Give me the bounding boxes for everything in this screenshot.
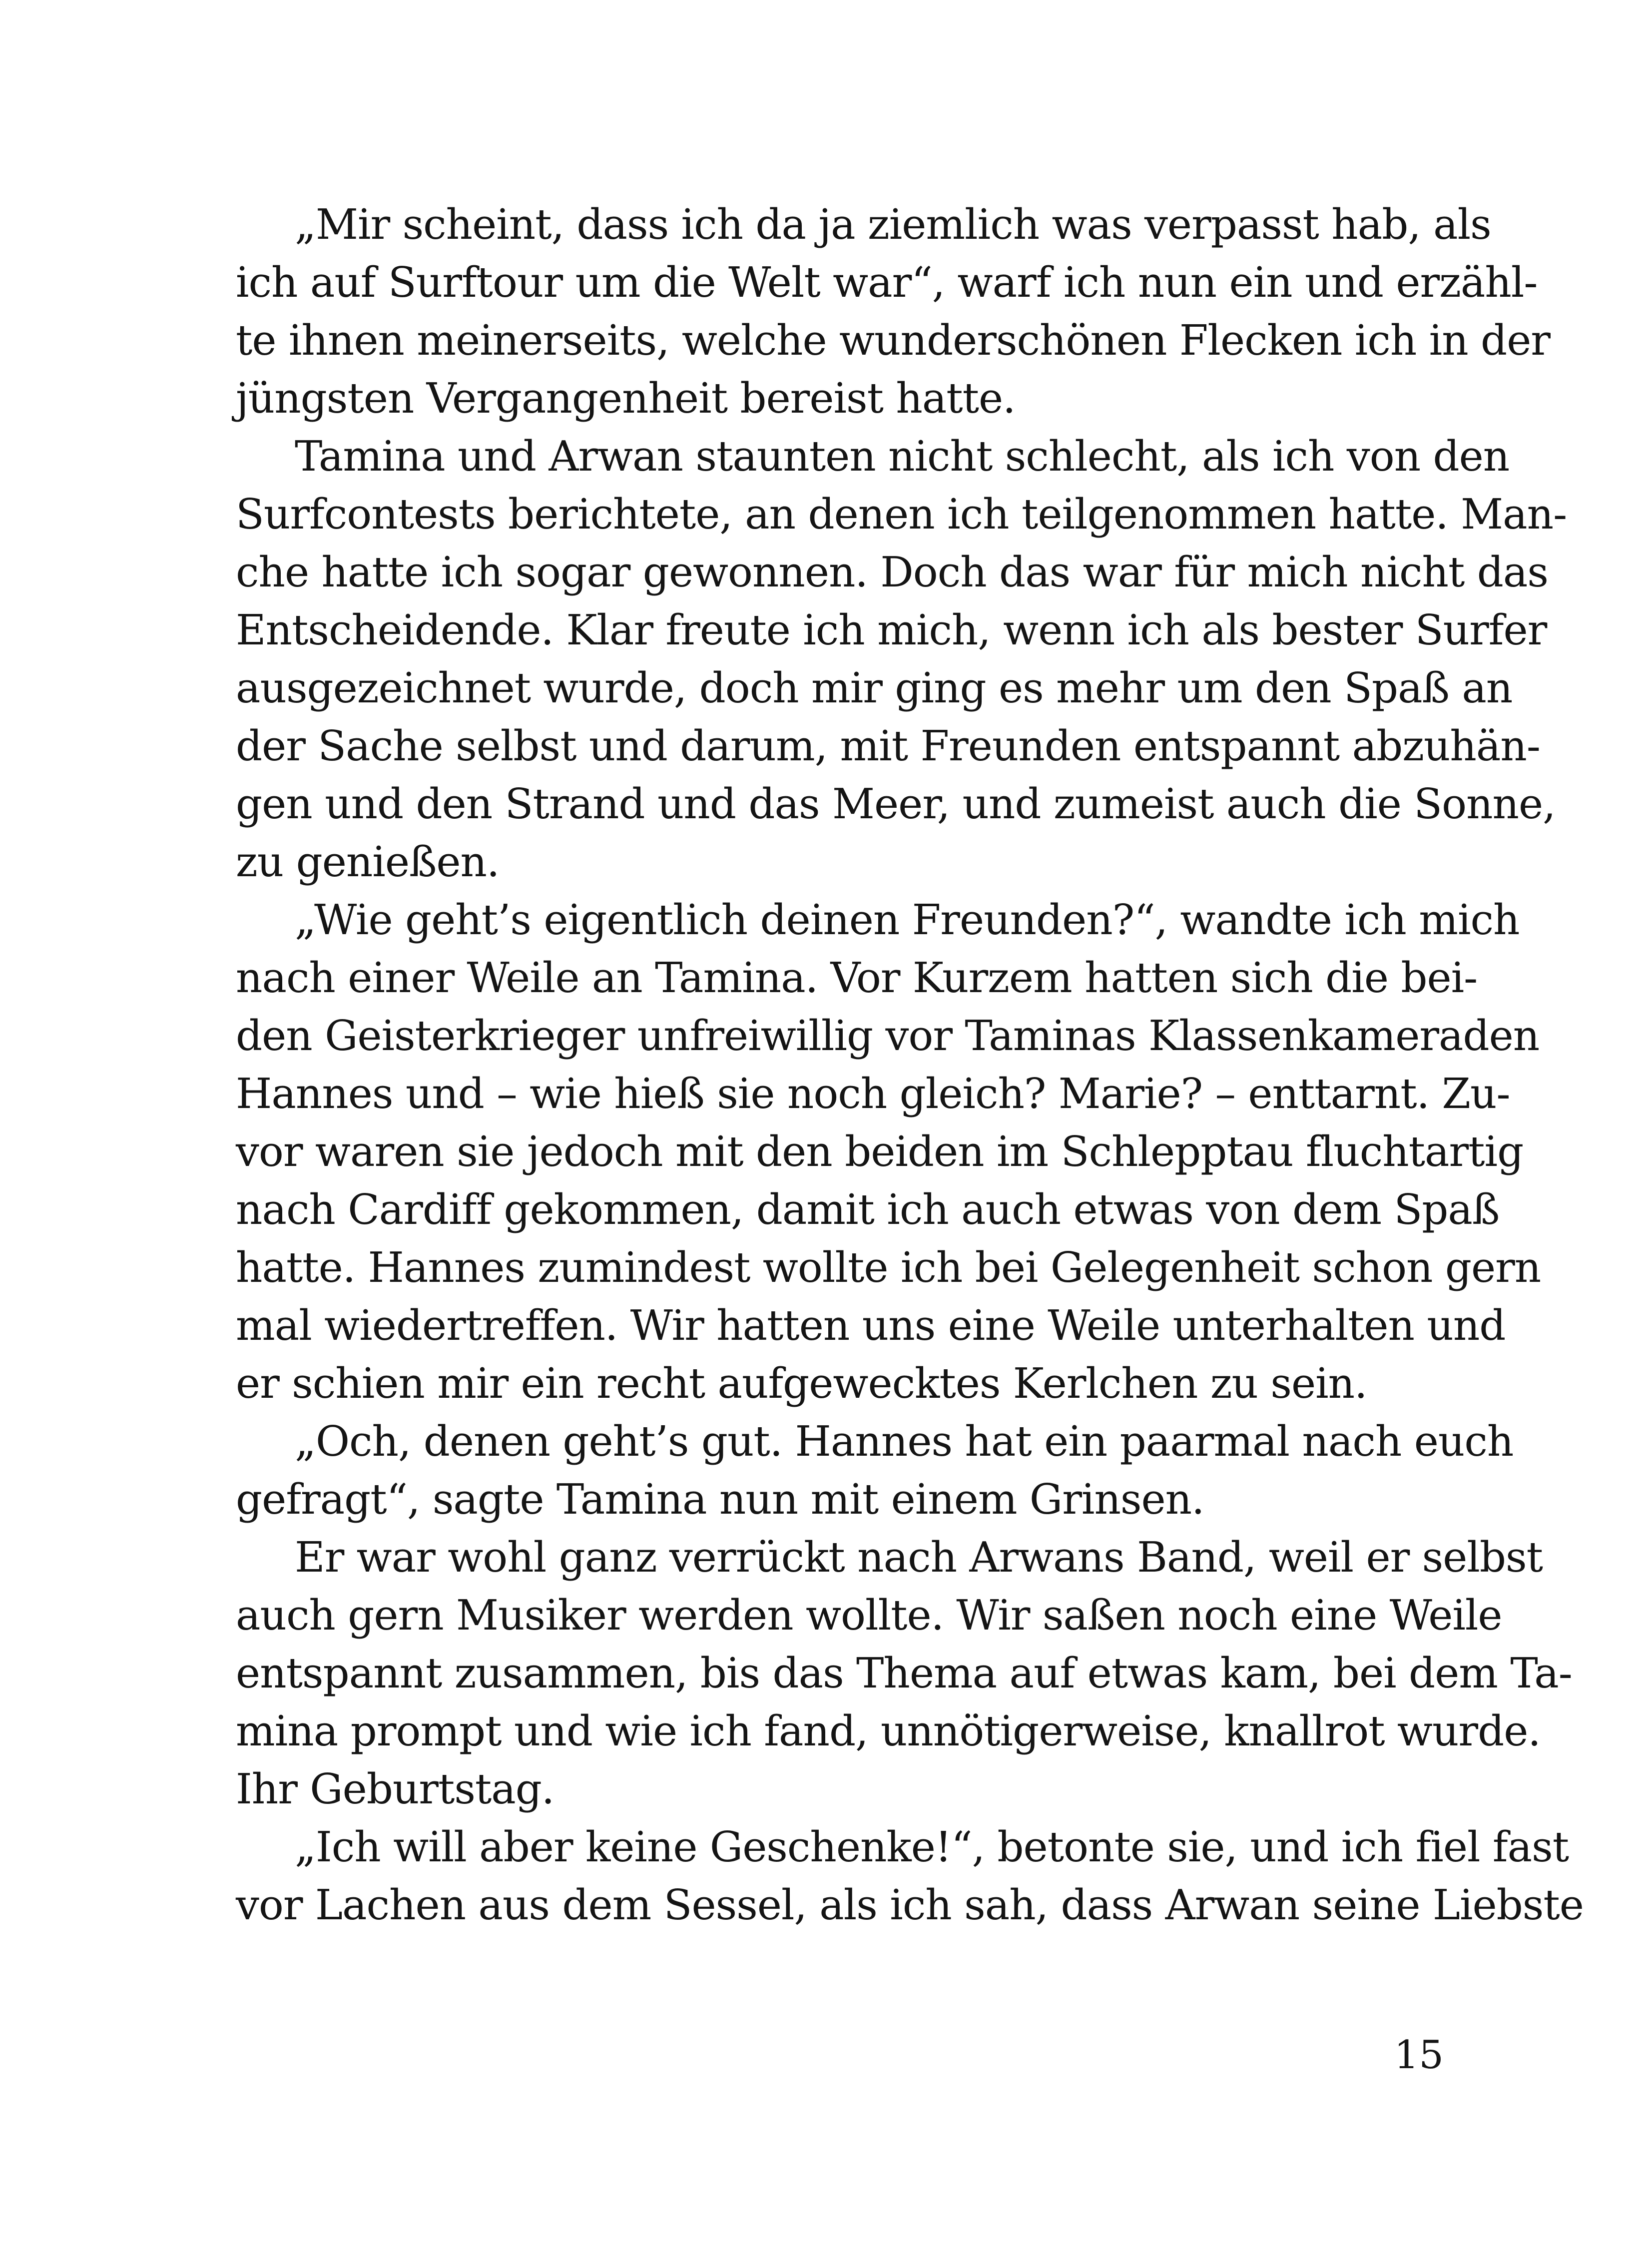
text-line: zu genießen. xyxy=(236,838,500,886)
text-line: Er war wohl ganz verrückt nach Arwans Band, weil er selbst xyxy=(295,1533,1543,1582)
text-line: Surfcontests berichtete, an denen ich teilgenommen hatte. Man- xyxy=(236,490,1567,539)
text-line: auch gern Musiker werden wollte. Wir saßen noch eine Weile xyxy=(236,1591,1502,1640)
text-line: nach einer Weile an Tamina. Vor Kurzem hatten sich die bei- xyxy=(236,954,1478,1002)
text-line: ausgezeichnet wurde, doch mir ging es mehr um den Spaß an xyxy=(236,664,1513,712)
text-line: ich auf Surftour um die Welt war“, warf ich nun ein und erzähl- xyxy=(236,258,1538,307)
text-line: Tamina und Arwan staunten nicht schlecht, als ich von den xyxy=(295,432,1510,481)
text-line: te ihnen meinerseits, welche wunderschönen Flecken ich in der xyxy=(236,316,1550,365)
text-line: „Och, denen geht’s gut. Hannes hat ein paarmal nach euch xyxy=(295,1417,1514,1466)
text-line: Entscheidende. Klar freute ich mich, wenn ich als bester Surfer xyxy=(236,606,1547,654)
text-line: che hatte ich sogar gewonnen. Doch das war für mich nicht das xyxy=(236,548,1548,596)
text-line: hatte. Hannes zumindest wollte ich bei Gelegenheit schon gern xyxy=(236,1243,1541,1292)
text-line: „Wie geht’s eigentlich deinen Freunden?“, wandte ich mich xyxy=(295,896,1520,944)
text-line: Hannes und – wie hieß sie noch gleich? Marie? – enttarnt. Zu- xyxy=(236,1070,1510,1118)
text-line: der Sache selbst und darum, mit Freunden entspannt abzuhän- xyxy=(236,722,1540,770)
text-line: Ihr Geburtstag. xyxy=(236,1765,554,1813)
text-line: mina prompt und wie ich fand, unnötigerweise, knallrot wurde. xyxy=(236,1707,1541,1755)
text-line: entspannt zusammen, bis das Thema auf etwas kam, bei dem Ta- xyxy=(236,1649,1572,1697)
body-text xyxy=(236,196,1584,1934)
text-line: er schien mir ein recht aufgewecktes Kerlchen zu sein. xyxy=(236,1359,1367,1408)
page-number: 15 xyxy=(1394,2033,1444,2078)
text-line: nach Cardiff gekommen, damit ich auch etwas von dem Spaß xyxy=(236,1185,1500,1234)
text-line: jüngsten Vergangenheit bereist hatte. xyxy=(236,374,1016,423)
text-line: gen und den Strand und das Meer, und zumeist auch die Sonne, xyxy=(236,780,1556,828)
text-line: „Ich will aber keine Geschenke!“, betonte sie, und ich fiel fast xyxy=(295,1823,1569,1871)
text-line: vor waren sie jedoch mit den beiden im Schlepptau fluchtartig xyxy=(236,1127,1524,1176)
text-line: vor Lachen aus dem Sessel, als ich sah, dass Arwan seine Liebste xyxy=(236,1881,1584,1929)
text-line: mal wiedertreffen. Wir hatten uns eine Weile unterhalten und xyxy=(236,1301,1506,1350)
text-line: den Geisterkrieger unfreiwillig vor Taminas Klassenkameraden xyxy=(236,1012,1540,1060)
text-line: „Mir scheint, dass ich da ja ziemlich was verpasst hab, als xyxy=(295,200,1491,249)
text-line: gefragt“, sagte Tamina nun mit einem Grinsen. xyxy=(236,1475,1204,1524)
